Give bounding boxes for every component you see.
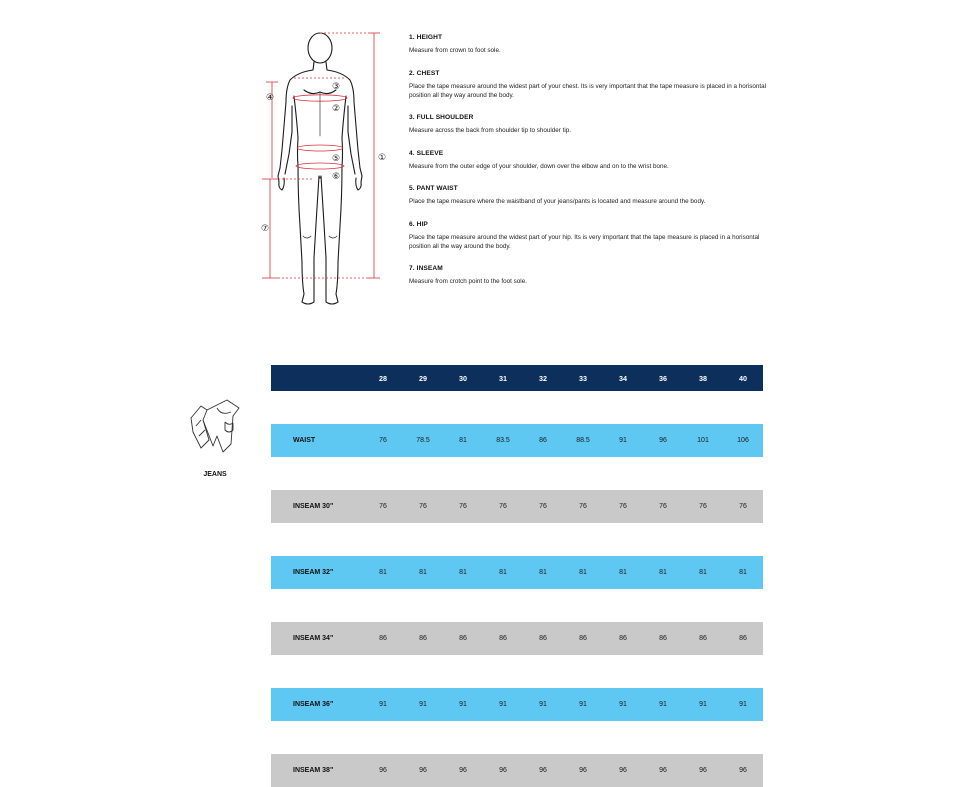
measurement-instructions (409, 33, 779, 300)
table-cell: 76 (739, 503, 747, 510)
row-label: INSEAM 34" (293, 635, 334, 642)
table-cell: 88.5 (576, 437, 590, 444)
instruction-text: Place the tape measure around the widest part of your chest. Its is very important that the tape measure is placed in a horisontal position all they way around the body. (409, 82, 767, 99)
row-label: WAIST (293, 437, 316, 444)
jeans-icon (187, 396, 243, 460)
table-cell: 91 (659, 701, 667, 708)
table-cell: 81 (539, 569, 547, 576)
table-cell: 76 (619, 503, 627, 510)
instruction-chest (409, 69, 779, 100)
size-header-34: 34 (619, 373, 627, 383)
marker-1-label: ① (377, 153, 387, 163)
marker-2-label: ② (331, 104, 341, 114)
table-cell: 86 (659, 635, 667, 642)
table-cell: 76 (699, 503, 707, 510)
table-cell: 86 (379, 635, 387, 642)
table-cell: 86 (459, 635, 467, 642)
jeans-category (180, 396, 250, 486)
table-cell: 96 (659, 437, 667, 444)
size-header-29: 29 (419, 373, 427, 383)
row-label: INSEAM 32" (293, 569, 334, 576)
jeans-size-table (271, 365, 763, 787)
table-cell: 78.5 (416, 437, 430, 444)
table-cell: 81 (379, 569, 387, 576)
instruction-text: Measure from the outer edge of your shoulder, down over the elbow and on to the wrist bone. (409, 162, 669, 170)
size-header-38: 38 (699, 373, 707, 383)
instruction-text: Measure across the back from shoulder tip to shoulder tip. (409, 127, 572, 134)
size-header-31: 31 (499, 373, 507, 383)
table-cell: 81 (739, 569, 747, 576)
body-outline-illustration (252, 26, 402, 316)
table-cell: 96 (659, 767, 667, 774)
size-header-40: 40 (739, 373, 747, 383)
instruction-hip (409, 220, 779, 251)
table-cell: 86 (419, 635, 427, 642)
size-header-33: 33 (579, 373, 587, 383)
instruction-title: 4. SLEEVE (409, 149, 444, 157)
table-cell: 91 (579, 701, 587, 708)
table-cell: 76 (379, 503, 387, 510)
instruction-text: Measure from crown to foot sole. (409, 47, 501, 54)
table-cell: 91 (459, 701, 467, 708)
row-label: INSEAM 30" (293, 503, 334, 510)
table-cell: 76 (659, 503, 667, 510)
instruction-text: Measure from crotch point to the foot sole. (409, 278, 527, 285)
instruction-height (409, 33, 779, 55)
table-cell: 86 (539, 635, 547, 642)
table-cell: 106 (737, 437, 749, 444)
table-cell: 91 (539, 701, 547, 708)
table-cell: 86 (579, 635, 587, 642)
table-cell: 86 (619, 635, 627, 642)
table-cell: 81 (579, 569, 587, 576)
table-row-waist (271, 424, 763, 457)
instruction-title: 5. PANT WAIST (409, 185, 458, 192)
instruction-text: Place the tape measure around the widest part of your hip. Its is very important that the tape measure is placed in a horisontal position all the way around the body. (409, 233, 760, 250)
table-cell: 86 (739, 635, 747, 642)
marker-5-label: ⑤ (331, 154, 341, 164)
table-cell: 91 (739, 701, 747, 708)
table-cell: 91 (379, 701, 387, 708)
instruction-inseam (409, 264, 779, 286)
marker-6-label: ⑥ (331, 172, 341, 182)
instruction-title: 6. HIP (409, 220, 428, 228)
table-cell: 96 (619, 767, 627, 774)
table-cell: 76 (379, 437, 387, 444)
table-cell: 76 (459, 503, 467, 510)
instruction-title: 2. CHEST (409, 69, 440, 77)
row-label: INSEAM 38" (293, 767, 334, 774)
jeans-label: JEANS (203, 471, 227, 478)
table-row-inseam-36 (271, 688, 763, 721)
marker-3-label: ③ (331, 82, 341, 92)
table-cell: 76 (579, 503, 587, 510)
table-cell: 91 (699, 701, 707, 708)
table-cell: 86 (539, 437, 547, 444)
table-cell: 91 (499, 701, 507, 708)
table-cell: 76 (419, 503, 427, 510)
size-header-row (271, 365, 763, 391)
table-cell: 91 (619, 701, 627, 708)
table-cell: 96 (419, 767, 427, 774)
table-cell: 96 (459, 767, 467, 774)
table-cell: 81 (459, 569, 467, 576)
instruction-full-shoulder (409, 113, 779, 135)
instruction-title: 3. FULL SHOULDER (409, 114, 474, 121)
instruction-text: Place the tape measure where the waistband of your jeans/pants is located and measure around the body. (409, 198, 706, 205)
table-cell: 96 (539, 767, 547, 774)
marker-4-label: ④ (265, 93, 275, 103)
table-row-inseam-32 (271, 556, 763, 589)
size-header-36: 36 (659, 373, 667, 383)
body-measurement-figure (252, 26, 402, 316)
table-cell: 81 (459, 437, 467, 444)
table-cell: 81 (659, 569, 667, 576)
table-cell: 83.5 (496, 437, 510, 444)
table-cell: 81 (699, 569, 707, 576)
table-cell: 96 (739, 767, 747, 774)
instruction-title: 7. INSEAM (409, 265, 443, 272)
table-cell: 91 (619, 437, 627, 444)
table-cell: 96 (379, 767, 387, 774)
table-row-inseam-30 (271, 490, 763, 523)
table-cell: 91 (419, 701, 427, 708)
marker-7-label: ⑦ (260, 224, 270, 234)
instruction-pant-waist (409, 184, 779, 206)
table-cell: 76 (499, 503, 507, 510)
table-cell: 101 (697, 437, 709, 444)
table-cell: 76 (539, 503, 547, 510)
table-cell: 86 (699, 635, 707, 642)
size-header-32: 32 (539, 373, 547, 383)
row-label: INSEAM 36" (293, 701, 334, 708)
instruction-title: 1. HEIGHT (409, 34, 443, 41)
table-row-inseam-34 (271, 622, 763, 655)
table-cell: 96 (499, 767, 507, 774)
size-header-28: 28 (379, 373, 387, 383)
header-label-cell (271, 365, 363, 391)
table-cell: 86 (499, 635, 507, 642)
instruction-sleeve (409, 149, 779, 171)
table-row-inseam-38 (271, 754, 763, 787)
size-header-30: 30 (459, 373, 467, 383)
table-cell: 81 (619, 569, 627, 576)
table-cell: 81 (419, 569, 427, 576)
table-cell: 96 (579, 767, 587, 774)
table-cell: 81 (499, 569, 507, 576)
table-cell: 96 (699, 767, 707, 774)
